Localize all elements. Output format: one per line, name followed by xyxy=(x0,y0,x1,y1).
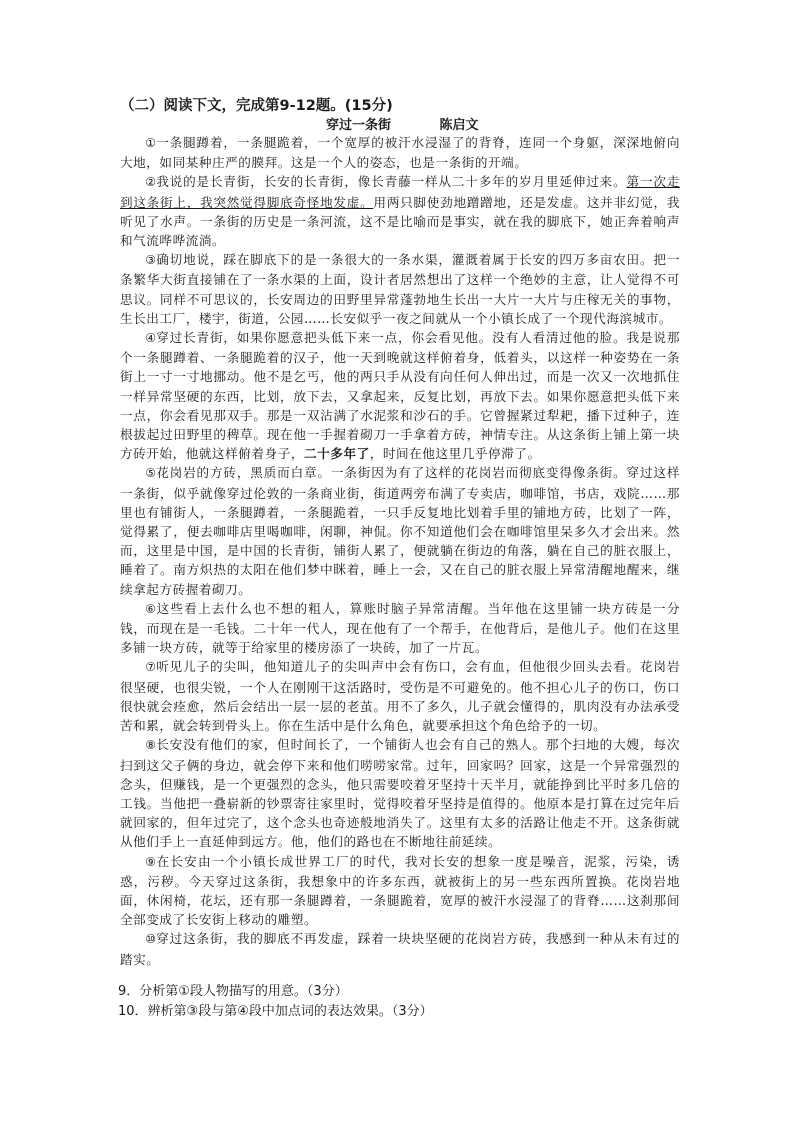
paragraph-text: 我说的是长青街，长安的长青街，像长青藤一样从二十多年的岁月里延伸过来。 xyxy=(156,174,627,190)
article-paragraph xyxy=(120,657,680,735)
paragraph-marker: ① xyxy=(145,136,157,150)
question-list xyxy=(118,982,698,1022)
question-9 xyxy=(118,982,698,1002)
paragraph-marker: ⑥ xyxy=(145,601,157,616)
underlined-sentence: 第一次走到这条街上，我突然觉得脚底奇怪地发虚。 xyxy=(120,174,681,210)
article-paragraph xyxy=(120,929,680,968)
article-paragraph xyxy=(120,463,680,598)
article-paragraph xyxy=(120,852,680,930)
article-paragraph xyxy=(120,172,680,250)
paragraph-text: 听见儿子的尖叫，他知道儿子的尖叫声中会有伤口，会有血，但他很少回头去看。花岗岩很坚硬，也很尖锐，一个人在刚刚干这活路时，受伤是不可避免的。他不担心儿子的伤口，伤口很快就会痊愈，然后会结出一层一层的老茧。用不了多久，儿子就会懂得的，肌肉没有办法承受苦和累，就会转到骨头上。你在生活中是什么角色，就要承担这个角色给予的一切。 xyxy=(120,659,680,734)
paragraph-marker: ④ xyxy=(145,331,157,346)
paragraph-marker: ③ xyxy=(145,253,157,268)
paragraph-text: 一条腿蹲着，一条腿跪着，一个宽厚的被汗水浸湿了的背脊，连同一个身躯，深深地俯向大地，如同某种庄严的膜拜。这是一个人的姿态，也是一条街的开端。 xyxy=(120,135,680,171)
section-heading: （二）阅读下文，完成第9-12题。(15分) xyxy=(120,98,393,114)
question-number: 9． xyxy=(118,984,140,999)
paragraph-text: 穿过这条街，我的脚底不再发虚，踩着一块块坚硬的花岗岩方砖，我感到一种从未有过的踏实。 xyxy=(120,931,680,967)
article-paragraph xyxy=(120,250,680,328)
question-number: 10． xyxy=(118,1004,148,1019)
paragraph-text: 在长安由一个小镇长成世界工厂的时代，我对长安的想象一度是噪音，泥浆，污染，诱惑，污秽。今天穿过这条街，我想象中的许多东西，就被街上的另一些东西所置换。花岗岩地面，休闲椅，花坛，还有那一条腿蹲着，一条腿跪着，宽厚的被汗水浸湿了的背脊……这刹那间全部变成了长安街上移动的雕塑。 xyxy=(120,853,680,928)
paragraph-marker: ⑤ xyxy=(145,466,157,481)
paragraph-marker: ⑩ xyxy=(145,932,157,947)
paragraph-text: 确切地说，踩在脚底下的是一条很大的一条水渠，灌溉着属于长安的四万多亩农田。把一条繁华大街直接铺在了一条水渠的上面，设计者居然想出了这样一个绝妙的主意，让人觉得不可思议。同样不可思议的，长安周边的田野里异常蓬勃地生长出一大片一大片与庄稼无关的事物，生长出工厂，楼宇，街道，公园……长安似乎一夜之间就从一个小镇长成了一个现代海滨城市。 xyxy=(120,252,680,326)
article-paragraph xyxy=(120,599,680,658)
paragraph-text: 穿过长青街，如果你愿意把头低下来一点，你会看见他。没有人看清过他的脸。我是说那个一条腿蹲着、一条腿跪着的汉子，他一天到晚就这样俯着身，低着头，以这样一种姿势在一条街上一寸一寸地挪动。他不是乞丐，他的两只手从没有向任何人伸出过，而是一次又一次地抓住一样异常坚硬的东西，比划，放下去，又拿起来，反复比划，再放下去。如果你愿意把头低下来一点，你会看见那双手。那是一双沾满了水泥浆和沙石的手。它曾握紧过犁耙，播下过种子，连根拔起过田野里的稗草。现在他一手握着砌刀一手拿着方砖，神情专注。从这条街上铺上第一块方砖开始，他就这样俯着身子， xyxy=(120,330,680,462)
question-10 xyxy=(118,1002,698,1022)
article-paragraph xyxy=(120,735,680,851)
paragraph-marker: ⑨ xyxy=(145,854,157,869)
article-title: 穿过一条街 xyxy=(326,118,392,133)
paragraph-text: 用两只脚使劲地蹭蹭地，还是发虚。这并非幻觉，我听见了水声。一条街的历史是一条河流，这不是比喻而是事实，就在我的脚底下，她正奔着响声和气流哗哗流淌。 xyxy=(120,194,680,249)
paragraph-text: ，时间在他这里几乎停滞了。 xyxy=(369,446,541,462)
article-paragraph xyxy=(120,133,680,172)
paragraph-marker: ② xyxy=(145,175,157,190)
emphasized-word: 二十多年了 xyxy=(304,446,370,462)
question-text: 辨析第③段与第④段中加点词的表达效果。（3分） xyxy=(147,1004,433,1019)
paragraph-text: 这些看上去什么也不想的粗人，算账时脑子异常清醒。当年他在这里铺一块方砖是一分钱，而现在是一毛钱。二十年一代人，现在他有了一个帮手，在他背后，是他儿子。他们在这里多铺一块方砖，就等于给家里的楼房添了一块砖，加了一片瓦。 xyxy=(120,600,680,656)
article-title-line xyxy=(326,114,479,133)
paragraph-text: 长安没有他们的家，但时间长了，一个铺街人也会有自己的熟人。那个扫地的大嫂，每次扫到这父子俩的身边，就会停下来和他们唠唠家常。过年，回家吗？回家，这是一个异常强烈的念头，但赚钱，是一个更强烈的念头，他只需要咬着牙坚持十天半月，就能挣到比平时多几倍的工钱。当他把一叠崭新的钞票寄往家里时，觉得咬着牙坚持是值得的。他原本是打算在过完年后就回家的，但年过完了，这个念头也奇迹般地消失了。这里有太多的活路让他走不开。这条街就从他们手上一直延伸到远方。他，他们的路也在不断地往前延续。 xyxy=(120,737,680,850)
paragraph-marker: ⑧ xyxy=(145,738,157,753)
question-text: 分析第①段人物描写的用意。（3分） xyxy=(139,984,348,999)
paragraph-marker: ⑦ xyxy=(145,660,157,675)
article-body xyxy=(120,133,680,969)
paragraph-text: 花岗岩的方砖，黑质而白章。一条街因为有了这样的花岗岩而彻底变得像条街。穿过这样一条街，似乎就像穿过伦敦的一条商业街，街道两旁布满了专卖店，咖啡馆，书店，戏院……那里也有铺街人，一条腿蹲着，一条腿跪着，一只手反复地比划着手里的铺地方砖，比划了一阵，觉得累了，便去咖啡店里喝咖啡，闲聊，神侃。你不知道他们会在咖啡馆里呆多久才会出来。然而，这里是中国，是中国的长青街，铺街人累了，便就躺在街边的角落，躺在自己的脏衣服上，睡着了。南方炽热的太阳在他们梦中眯着，睡上一会，又在自己的脏衣服上异常清醒地醒来，继续拿起方砖握着砌刀。 xyxy=(120,465,680,597)
article-paragraph xyxy=(120,328,680,463)
article-author: 陈启文 xyxy=(439,118,479,133)
